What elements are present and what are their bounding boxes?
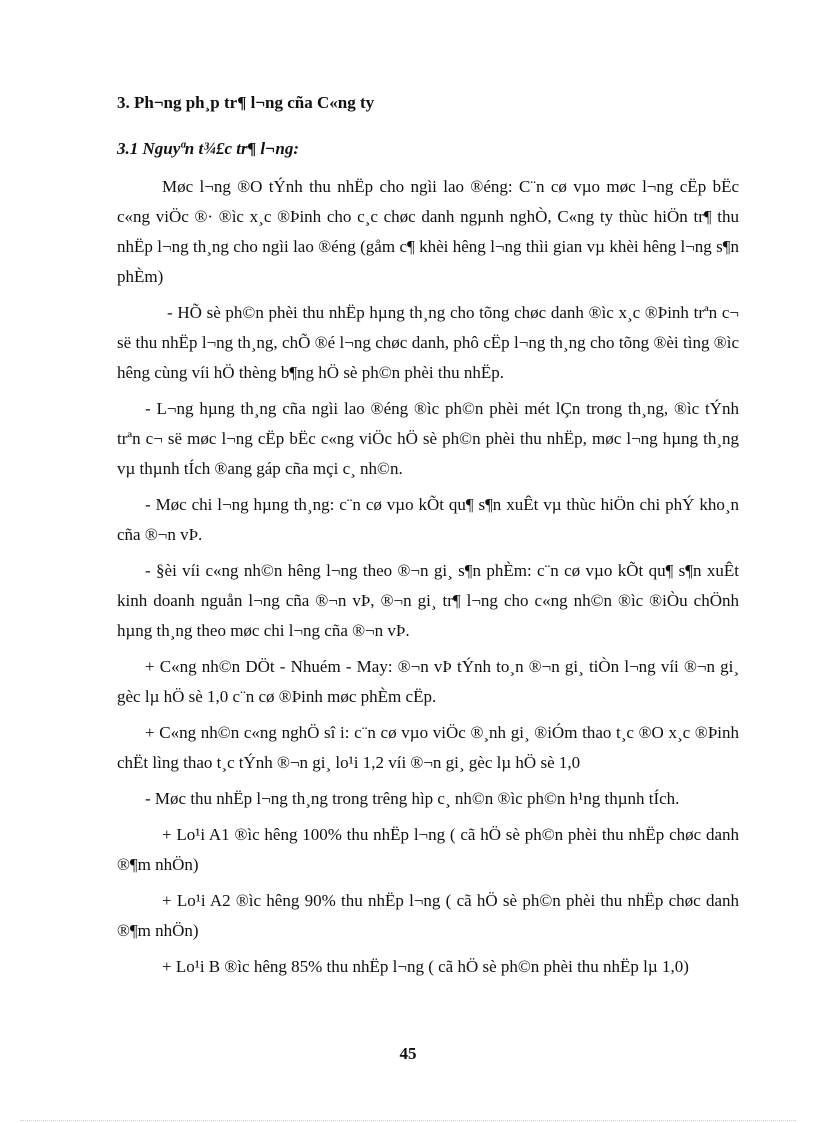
- paragraph: + C«ng nh©n c«ng nghÖ sî i: c¨n cø vµo viÖc ®¸nh gi¸ ®iÓm thao t¸c ®O x¸c ®Þinh chËt lìng thao t¸c tÝnh ®¬n gi¸ lo¹i 1,2 víi ®¬n gi¸ gèc lµ hÖ sè 1,0: [117, 723, 739, 772]
- paragraph: + Lo¹i B ®ìc hêng 85% thu nhËp l¬ng ( cã hÖ sè ph©n phèi thu nhËp lµ 1,0): [162, 957, 689, 976]
- paragraph: - Møc chi l¬ng hµng th¸ng: c¨n cø vµo kÕt qu¶ s¶n xuÊt vµ thùc hiÖn chi phÝ kho¸n cña ®¬n vÞ.: [117, 495, 739, 544]
- paragraph: + C«ng nh©n DÖt - Nhuém - May: ®¬n vÞ tÝnh to¸n ®¬n gi¸ tiÒn l¬ng víi ®¬n gi¸ gèc lµ hÖ sè 1,0 c¨n cø ®Þinh møc phÈm cËp.: [117, 657, 739, 706]
- paragraph: + Lo¹i A2 ®ìc hêng 90% thu nhËp l¬ng ( cã hÖ sè ph©n phèi thu nhËp chøc danh ®¶m nhÖn): [117, 891, 739, 940]
- paragraph: - Møc thu nhËp l¬ng th¸ng trong trêng hìp c¸ nh©n ®ìc ph©n h¹ng thµnh tÍch.: [145, 789, 680, 808]
- paragraph: + Lo¹i A1 ®ìc hêng 100% thu nhËp l¬ng ( cã hÖ sè ph©n phèi thu nhËp chøc danh ®¶m nhÖn): [117, 825, 739, 874]
- subsection-heading: 3.1 Nguyªn t¾£c tr¶ l¬ng:: [117, 139, 300, 158]
- page-content: [117, 88, 739, 988]
- footer-divider: [20, 1120, 796, 1121]
- paragraph: - HÕ sè ph©n phèi thu nhËp hµng th¸ng cho tõng chøc danh ®ìc x¸c ®Þinh trªn c¬ së thu nhËp l¬ng th¸ng, chÕ ®é l¬ng chøc danh, phô cËp l¬ng th¸ng cho tõng ®èi tìng ®ìc hêng cùng víi hÖ thèng b¶ng hÖ sè ph©n phèi thu nhËp.: [117, 303, 739, 382]
- page-number: 45: [399, 1044, 417, 1063]
- paragraph: - L¬ng hµng th¸ng cña ngìi lao ®éng ®ìc ph©n phèi mét lÇn trong th¸ng, ®ìc tÝnh trªn c¬ së møc l¬ng cËp bËc c«ng viÖc hÖ sè ph©n phèi thu nhËp, møc l¬ng hµng th¸ng vµ thµnh tÍch ®ang gáp cña mçi c¸ nh©n.: [117, 399, 739, 478]
- section-heading: 3. Ph¬ng ph¸p tr¶ l¬ng cña C«ng ty: [117, 93, 375, 112]
- paragraph: - §èi víi c«ng nh©n hêng l¬ng theo ®¬n gi¸ s¶n phÈm: c¨n cø vµo kÕt qu¶ s¶n xuÊt kinh doanh nguån l¬ng cña ®¬n vÞ, ®¬n gi¸ tr¶ l¬ng cho c«ng nh©n ®ìc ®iÒu chÖnh hµng th¸ng theo møc chi l¬ng cña ®¬n vÞ.: [117, 561, 739, 640]
- paragraph: Møc l¬ng ®O tÝnh thu nhËp cho ngìi lao ®éng: C¨n cø vµo møc l¬ng cËp bËc c«ng viÖc ®· ®ìc x¸c ®Þinh cho c¸c chøc danh ngµnh nghÒ, C«ng ty thùc hiÖn tr¶ thu nhËp l¬ng th¸ng cho ngìi lao ®éng (gåm c¶ khèi hêng l¬ng thìi gian vµ khèi hêng l¬ng s¶n phÈm): [117, 177, 739, 286]
